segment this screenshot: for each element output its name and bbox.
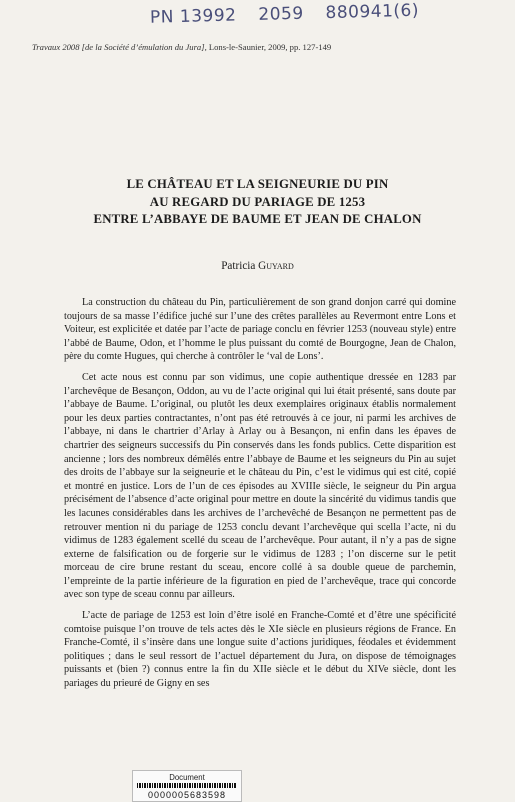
article-title xyxy=(0,176,515,229)
stamp-number: 0000005683598 xyxy=(147,790,227,800)
paragraph: Cet acte nous est connu par son vidimus, une copie authentique dressée en 1283 par l’archevêque de Besançon, Oddon, au vu de l’acte original qui lui était présenté, sans doute par l’abbaye de Baume. L’original, ou plutôt les deux exemplaires originaux établis normalement pour les deux parties contractantes, n’ont pas été retrouvés à ce jour, ni parmi les archives de l’abbaye, ni dans le chartrier d’Arlay à Arlay ou à Besançon, ni enfin dans les épaves de chartrier des seigneurs successifs du Pin conservés dans les fonds publics. Cette disparition est ancienne ; lors des nombreux démêlés entre l’abbaye de Baume et les seigneurs du Pin au sujet des droits de l’abbaye sur la seigneurie et le château du Pin, c’est le vidimus qui est cité, copié et montré en justice. Lors de l’un de ces épisodes au XVIIIe siècle, le seigneur du Pin argua précisément de l’absence d’acte original pour mettre en doute la sincérité du vidimus tandis que les lacunes considérables dans les archives de l’archevêché de Besançon ne permettent pas de retrouver mention ni du pariage de 1253 conclu devant l’archevêque qui scella l’acte, ni du vidimus de 1283 également scellé du sceau de l’archevêque. Pour autant, il n’y a pas de signe externe de falsification ou de forgerie sur le vidimus de 1283 ; l’on discerne sur le petit morceau de cire brune restant du sceau, encore collé à sa double queue de parchemin, l’empreinte de la partie inférieure de la figuration en pied de l’archevêque, trace qui concorde avec son type de sceau connu par ailleurs. xyxy=(64,371,456,601)
title-line-2: AU REGARD DU PARIAGE DE 1253 xyxy=(149,194,366,209)
journal-citation xyxy=(32,42,492,52)
title-line-3: ENTRE L’ABBAYE DE BAUME ET JEAN DE CHALON xyxy=(93,212,422,227)
article-body xyxy=(64,296,456,698)
handwritten-shelfmark: PN 13992 xyxy=(149,5,237,28)
document-barcode-stamp xyxy=(132,770,242,802)
author-first-name: Patricia xyxy=(221,260,259,272)
handwritten-reference: 880941(6) xyxy=(325,0,420,24)
author-name xyxy=(0,260,515,272)
title-line-1: LE CHÂTEAU ET LA SEIGNEURIE DU PIN xyxy=(126,177,389,191)
stamp-label: Document xyxy=(169,773,205,782)
handwritten-annotation xyxy=(150,0,435,27)
barcode-icon xyxy=(137,783,237,788)
paragraph: La construction du château du Pin, particulièrement de son grand donjon carré qui domine toujours de sa masse l’édifice juché sur l’une des crêtes parallèles au Revermont entre Lons et Voiteur, est explicitée et datée par l’acte de pariage conclu en février 1253 (nouveau style) entre l’abbé de Baume, Odon, et l’homme le plus puissant du comté de Bourgogne, Jean de Chalon, père du comte Hugues, qui cherche à contrôler le ‘val de Lons’. xyxy=(64,297,456,363)
paragraph: L’acte de pariage de 1253 est loin d’être isolé en Franche-Comté et d’être une spécificité comtoise puisque l’on trouve de tels actes dès le XIe siècle en plusieurs régions de France. En Franche-Comté, il s’insère dans une longue suite d’actions juridiques, féodales et évidemment politiques ; dans le seul ressort de l’actuel département du Jura, on dispose de témoignages puissants et (bien ?) connus entre la fin du XIIe siècle et le début du XIVe siècle, dont les pariages du prieuré de Gigny en ses xyxy=(64,610,456,690)
citation-italic: Travaux 2008 [de la Société d’émulation du Jura], xyxy=(32,42,207,52)
handwritten-number: 2059 xyxy=(258,3,304,25)
citation-details: Lons-le-Saunier, 2009, pp. 127-149 xyxy=(206,42,332,52)
author-last-name: Guyard xyxy=(258,260,294,272)
